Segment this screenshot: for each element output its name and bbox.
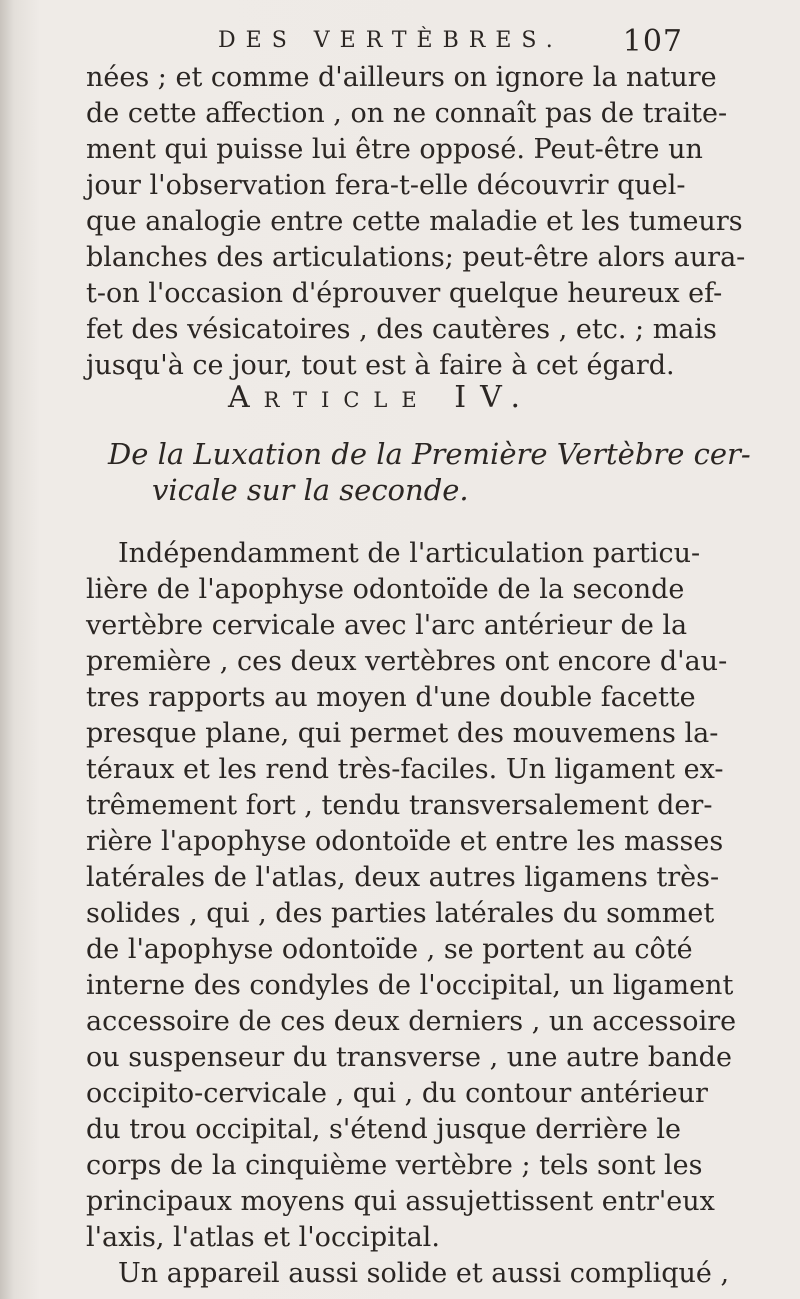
text-line: lière de l'apophyse odontoïde de la seconde xyxy=(86,574,685,605)
text-line: de cette affection , on ne connaît pas de traite- xyxy=(86,98,728,129)
article-heading: Article IV. xyxy=(227,380,535,415)
text-line: principaux moyens qui assujettissent entr'eux xyxy=(86,1186,715,1217)
text-line: interne des condyles de l'occipital, un ligament xyxy=(86,970,734,1001)
text-line: latérales de l'atlas, deux autres ligamens très- xyxy=(86,862,720,893)
text-line: première , ces deux vertèbres ont encore d'au- xyxy=(86,646,728,677)
page-header xyxy=(218,18,683,62)
section-title-line: vicale sur la seconde. xyxy=(152,473,469,507)
text-line: ment qui puisse lui être opposé. Peut-être un xyxy=(86,134,703,165)
text-line: ou suspenseur du transverse , une autre bande xyxy=(86,1042,732,1073)
text-line: téraux et les rend très-faciles. Un ligament ex- xyxy=(86,754,724,785)
text-line: vertèbre cervicale avec l'arc antérieur de la xyxy=(86,610,688,641)
text-line: l'axis, l'atlas et l'occipital. xyxy=(86,1222,440,1253)
text-line: occipito-cervicale , qui , du contour antérieur xyxy=(86,1078,708,1109)
text-line: corps de la cinquième vertèbre ; tels sont les xyxy=(86,1150,703,1181)
text-line: rière l'apophyse odontoïde et entre les masses xyxy=(86,826,724,857)
text-line: solides , qui , des parties latérales du sommet xyxy=(86,898,715,929)
text-line: blanches des articulations; peut-être alors aura- xyxy=(86,242,746,273)
text-line: tres rapports au moyen d'une double facette xyxy=(86,682,696,713)
paragraph-continued xyxy=(86,60,746,384)
text-line: que analogie entre cette maladie et les tumeurs xyxy=(86,206,743,237)
text-line: trêmement fort , tendu transversalement der- xyxy=(86,790,713,821)
text-line: jour l'observation fera-t-elle découvrir quel- xyxy=(86,170,686,201)
section-title xyxy=(108,436,751,508)
text-line: de l'apophyse odontoïde , se portent au côté xyxy=(86,934,693,965)
text-line: t-on l'occasion d'éprouver quelque heureux ef- xyxy=(86,278,723,309)
text-line: du trou occipital, s'étend jusque derrière le xyxy=(86,1114,682,1145)
section-title-line: De la Luxation de la Première Vertèbre cer- xyxy=(108,437,751,471)
text-line: Un appareil aussi solide et aussi compliqué , xyxy=(118,1258,730,1289)
text-line: fet des vésicatoires , des cautères , etc. ; mais xyxy=(86,314,717,345)
paragraph xyxy=(86,536,737,1292)
page-number: 107 xyxy=(622,24,683,59)
text-line: presque plane, qui permet des mouvemens la- xyxy=(86,718,719,749)
running-title: DES VERTÈBRES. xyxy=(218,28,563,53)
text-line: jusqu'à ce jour, tout est à faire à cet égard. xyxy=(86,350,675,381)
text-line: accessoire de ces deux derniers , un accessoire xyxy=(86,1006,737,1037)
text-line: Indépendamment de l'articulation particu- xyxy=(118,538,701,569)
text-line: nées ; et comme d'ailleurs on ignore la nature xyxy=(86,62,717,93)
